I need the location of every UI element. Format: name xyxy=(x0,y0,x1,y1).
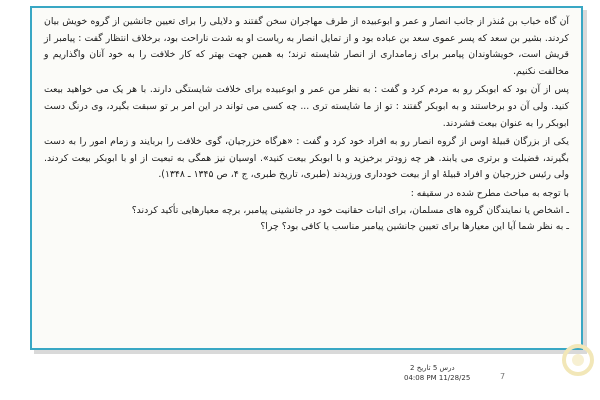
slide-text xyxy=(44,14,569,236)
paragraph-aws: یکی از بزرگان قبیلهٔ اوس از گروه انصار رو به افراد خود کرد و گفت : «هرگاه خزرجیان، گوی خلافت را بربایند و زمام امور را به دست بگیرند، فضیلت و برتری می یابند. هر چه زودتر برخیزید و با ابوبکر بیعت کنید». اوسیان نیز همگی به تبعیت از او با ابوبکر بیعت کردند. ولی رئیس خزرجیان و افراد قبیلهٔ او از بیعت خودداری ورزیدند (طبری، تاریخ طبری، ج ۴، ص ۱۳۴۵ ـ ۱۳۴۸). xyxy=(44,136,569,181)
content-frame xyxy=(30,6,583,350)
page-number: 7 xyxy=(500,372,506,381)
question-2: ـ به نظر شما آیا این معیارها برای تعیین جانشین پیامبر مناسب یا کافی بود؟ چرا؟ xyxy=(260,221,569,233)
footer-date: 04:08 PM 11/28/25 xyxy=(404,374,471,382)
corner-logo-icon xyxy=(560,342,596,378)
paragraph-abubakr: پس از آن بود که ابوبکر رو به مردم کرد و گفت : به نظر من عمر و ابوعبیده برای خلافت شایستگی دارند. با هر یک می خواهید بیعت کنید. ولی آن دو برخاستند و به ابوبکر گفتند : تو از ما شایسته تری ... چه کسی می تواند در این امر بر تو سبقت بگیرد، وی درنگ دست ابوبکر را به عنوان بیعت فشردند. xyxy=(44,84,569,129)
paragraph-prompt: با توجه به مباحث مطرح شده در سقیفه : xyxy=(410,187,569,199)
question-1: ـ اشخاص یا نمایندگان گروه های مسلمان، برای اثبات حقانیت خود در جانشینی پیامبر، برچه معیارهایی تأکید کردند؟ xyxy=(131,204,569,216)
paragraph-khabab: آن گاه خباب بن مُنذر از جانب انصار و عمر و ابوعبیده از طرف مهاجران سخن گفتند و دلایلی را برای تعیین جانشین از گروه خویش بیان کردند. بشیر بن سعد که پسر عموی سعد بن عباده بود و از تمایل انصار به ریاست او به شدت ناراحت بود، برخلاف انتظار گفت : پیامبر از قریش است، خویشاوندان پیامبر برای زمامداری از انصار شایسته ترند؛ به همین جهت بهتر که کار خلافت را به خود آنان واگذاریم و مخالفت نکنیم. xyxy=(44,16,569,77)
footer-title: درس 5 تاریخ 2 xyxy=(410,364,455,372)
